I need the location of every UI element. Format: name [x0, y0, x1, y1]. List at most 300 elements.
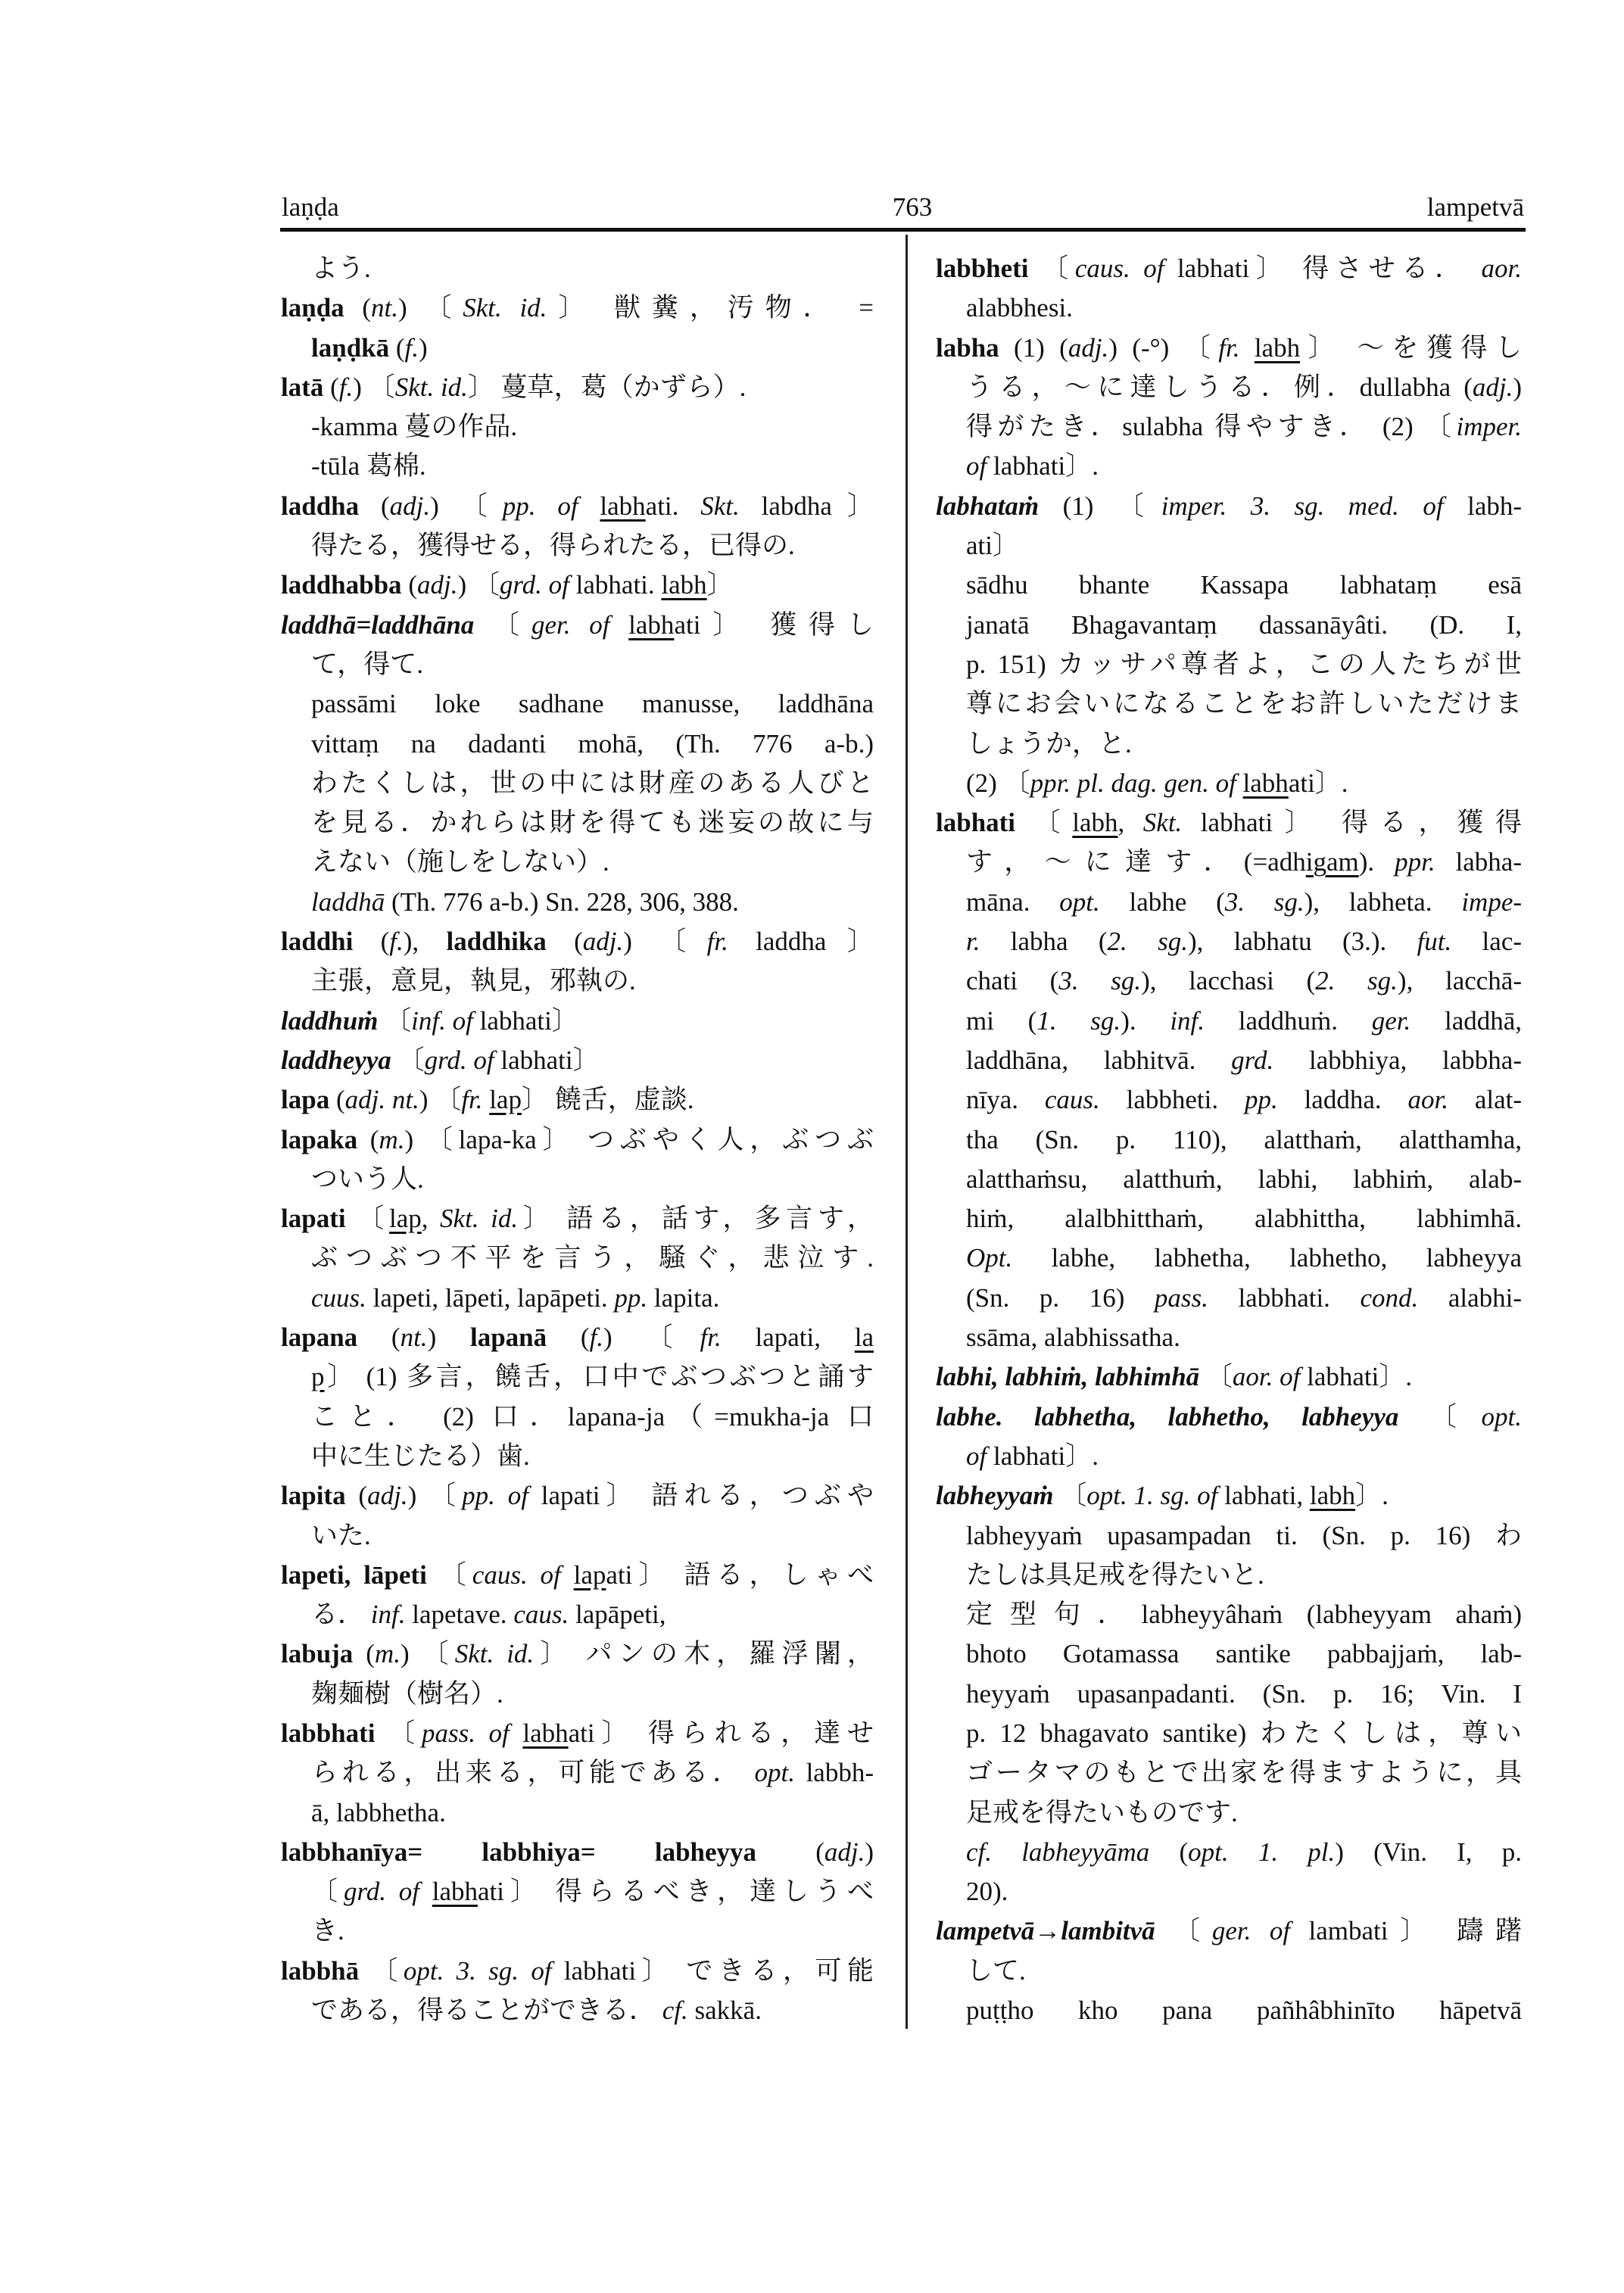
entry-text-line [281, 1793, 874, 1833]
headword: laddheyya [281, 1045, 391, 1075]
text-segment: māna. [966, 886, 1060, 917]
text-segment: (Sn. p. 16) [966, 1282, 1155, 1313]
entry-text-line [936, 1080, 1522, 1120]
text-segment: ) 〔lapa-ka〕 つぶやく人，ぶつぶ [404, 1124, 874, 1154]
entry-headword-line [936, 487, 1522, 526]
headword: laddhuṁ [281, 1005, 379, 1036]
dictionary-entry [936, 1476, 1522, 1911]
text-segment: ) 〔 [419, 1085, 462, 1115]
entry-headword-line [281, 1634, 874, 1674]
text-segment: 〕 饒舌，虚談. [521, 1085, 694, 1115]
text-segment: ) 〔 [353, 372, 395, 402]
entry-text-line [936, 724, 1522, 764]
text-segment: ) [427, 1323, 470, 1353]
text-segment: Skt. id. [394, 372, 468, 402]
text-segment: grd. of [424, 1045, 501, 1075]
entry-headword-line [281, 606, 874, 645]
text-segment: ati〕. [1288, 768, 1348, 798]
text-segment: 〕. [1355, 1481, 1389, 1511]
entry-text-line [281, 1160, 874, 1199]
text-segment: (Th. 776 a-b.) Sn. 228, 306, 388. [385, 886, 739, 917]
entry-text-line [281, 329, 874, 368]
entry-text-line [281, 1675, 874, 1714]
text-segment: chati ( [966, 966, 1059, 996]
text-segment: adj. [416, 570, 458, 600]
left-column [281, 249, 874, 2030]
text-segment: labhe ( [1099, 886, 1225, 917]
dictionary-entry [281, 1634, 874, 1714]
text-segment: 〕 獣糞，汚物． = [547, 293, 874, 323]
entry-text-line [281, 1991, 874, 2030]
text-segment: labh [1072, 808, 1118, 838]
text-segment: labhati〕 得させる． [1177, 254, 1482, 283]
entry-text-line [281, 1238, 874, 1278]
text-segment: ) 〔 [430, 491, 503, 521]
text-segment: inf. [1170, 1005, 1205, 1036]
headword: labhe. labhetha, labhetho, labheyya [936, 1401, 1399, 1432]
headword: labhi, labhiṁ, labhimhā [936, 1362, 1200, 1392]
text-segment: ppr. pl. dag. gen. of [1030, 768, 1243, 798]
text-segment: labh [628, 609, 675, 640]
text-segment: lapita. [647, 1282, 720, 1313]
entry-text-line [936, 1120, 1522, 1160]
headword: labha [936, 332, 999, 363]
dictionary-entry [281, 1199, 874, 1318]
text-segment: r. [966, 927, 980, 957]
text-segment: 20). [966, 1877, 1008, 1907]
text-segment: alabhi- [1418, 1282, 1522, 1313]
text-segment: 定型句．labheyyâhaṁ (labheyyam ahaṁ) [966, 1600, 1522, 1630]
entry-text-line [936, 961, 1522, 1001]
dictionary-entry [281, 1080, 874, 1120]
text-segment: laddhāna, labhitvā. [966, 1045, 1232, 1075]
headword: labbheti [936, 254, 1029, 283]
entry-text-line [936, 684, 1522, 724]
text-segment: labhati〕 得る，獲得 [1182, 808, 1522, 838]
text-segment: ā, labbhetha. [311, 1797, 446, 1827]
text-segment: 2. sg. [1107, 927, 1188, 957]
text-segment: labhati〕. [1307, 1362, 1413, 1392]
text-segment: -tūla 葛棉. [311, 451, 426, 481]
text-segment: labh- [1467, 491, 1523, 521]
entry-text-line [281, 1872, 874, 1911]
dictionary-entry [936, 1357, 1522, 1397]
text-segment: わたくしは，世の中には財産のある人びと [311, 768, 874, 798]
headword: labbhanīya= labbhiya= labheyya [281, 1837, 757, 1867]
entry-text-line [936, 1753, 1522, 1793]
headword: lapeti, lāpeti [281, 1559, 427, 1590]
entry-headword-line [281, 1120, 874, 1160]
text-segment: laddhuṁ. [1205, 1005, 1372, 1036]
entry-text-line [936, 1160, 1522, 1199]
text-segment: ppr. [1395, 847, 1435, 877]
headword: labhati [936, 808, 1016, 838]
entry-text-line [281, 883, 874, 922]
headword: labheyyaṁ [936, 1481, 1054, 1511]
text-segment: ), [403, 927, 447, 957]
text-segment: f. [589, 1323, 604, 1353]
text-segment: mi ( [966, 1005, 1037, 1036]
text-segment: ( [401, 570, 417, 600]
text-segment: 主張，意見，執見，邪執の. [311, 966, 636, 996]
headword: laṇḍa [281, 293, 344, 323]
entry-text-line [936, 1991, 1522, 2030]
entry-text-line [936, 1041, 1522, 1080]
header-guide-word-right: lampetvā [1426, 192, 1524, 222]
text-segment: fr. [706, 927, 728, 957]
entry-text-line [936, 1437, 1522, 1476]
text-segment: ) [419, 332, 428, 363]
text-segment: ( [353, 1639, 375, 1669]
text-segment: hiṁ, alalbhitthaṁ, alabhittha, labhimhā. [966, 1204, 1522, 1234]
dictionary-entry [936, 329, 1522, 487]
text-segment: labhati〕 できる，可能 [563, 1955, 874, 1986]
headword: lapa [281, 1085, 330, 1115]
text-segment: adj. [1068, 332, 1109, 363]
text-segment: inf. of [411, 1005, 480, 1036]
text-segment: 〕 ～を獲得し [1300, 332, 1523, 363]
text-segment: ) 〔 [397, 293, 463, 323]
text-segment: 〕 蔓草，葛（かずら）. [467, 372, 747, 402]
text-segment: f. [338, 372, 354, 402]
text-segment: 1. sg. [1036, 1005, 1121, 1036]
text-segment: caus. [513, 1600, 569, 1630]
entry-text-line [936, 407, 1522, 447]
text-segment: heyyaṁ upasanpadanti. (Sn. p. 16; Vin. I [966, 1678, 1522, 1709]
headword: labuja [281, 1639, 354, 1669]
dictionary-entry [281, 288, 874, 368]
page-number: 763 [892, 192, 933, 222]
entry-text-line [281, 961, 874, 1001]
entry-text-line [936, 645, 1522, 684]
text-segment: lapanā [469, 1323, 547, 1353]
text-segment: ( [353, 927, 390, 957]
text-segment: 3. sg. [1058, 966, 1142, 996]
entry-headword-line [281, 1714, 874, 1753]
text-segment: imper. [1456, 412, 1522, 442]
text-segment: m. [374, 1639, 401, 1669]
text-segment: 〔 [1199, 1362, 1233, 1392]
text-segment: m. [379, 1124, 405, 1154]
dictionary-entry [281, 1002, 874, 1041]
text-segment: aor. [1407, 1085, 1448, 1115]
text-segment: 得がたき．sulabha 得やすき． (2) 〔 [966, 412, 1457, 442]
entry-headword-line [281, 487, 874, 526]
entry-text-line [936, 1634, 1522, 1674]
text-segment: 〔 [474, 609, 531, 640]
entry-text-line [281, 843, 874, 882]
text-segment: grd. of [343, 1877, 432, 1907]
text-segment: lapati〕 語れる，つぶや [541, 1481, 874, 1511]
text-segment: 中に生じたる）歯. [311, 1441, 530, 1471]
text-segment: labbhati. [1208, 1282, 1361, 1313]
text-segment: 麹麺樹（樹名）. [311, 1678, 503, 1709]
text-segment: tha (Sn. p. 110), alatthaṁ, alatthamha, [966, 1124, 1522, 1154]
text-segment: labh [1242, 768, 1289, 798]
text-segment: lapeti, lāpeti, lapāpeti. [366, 1282, 615, 1313]
text-segment: ( [357, 1323, 401, 1353]
entry-headword-line [281, 1318, 874, 1357]
entry-text-line [936, 764, 1522, 803]
entry-text-line [281, 684, 874, 724]
text-segment: fr. [700, 1323, 722, 1353]
text-segment: igam [1305, 847, 1359, 877]
entry-text-line [281, 803, 874, 843]
entry-text-line [936, 1199, 1522, 1238]
text-segment: labbh- [795, 1758, 874, 1788]
dictionary-entry [281, 249, 874, 288]
text-segment: adj. [1472, 372, 1513, 402]
entry-text-line [281, 764, 874, 803]
text-segment: ati〕 語る，しゃべ [606, 1559, 874, 1590]
text-segment: ), lacchasi ( [1141, 966, 1316, 996]
entry-text-line [936, 565, 1522, 605]
text-segment: ati〕 [966, 531, 1019, 561]
entry-text-line [936, 1872, 1522, 1911]
entry-text-line [936, 883, 1522, 922]
text-segment: , [1117, 808, 1143, 838]
text-segment: nīya. [966, 1085, 1045, 1115]
entry-headword-line [281, 1002, 874, 1041]
text-segment: labh [1254, 332, 1301, 363]
text-segment: f. [404, 332, 419, 363]
text-segment: labhati. [575, 570, 662, 600]
text-segment: (1) ( [999, 332, 1068, 363]
text-segment: 〔 [1398, 1401, 1482, 1432]
text-segment: 〔 [391, 1045, 425, 1075]
text-segment: labh [600, 491, 646, 521]
text-segment: ssāma, alabhissatha. [966, 1323, 1180, 1353]
headword: laddhabba [281, 570, 402, 600]
dictionary-entry [281, 1833, 874, 1952]
text-segment: adj. [389, 491, 431, 521]
text-segment: lap [573, 1559, 606, 1590]
dictionary-entry [281, 1556, 874, 1635]
text-segment: adj. [582, 927, 624, 957]
text-segment: labhati〕. [993, 1441, 1099, 1471]
text-segment: 〔 [1155, 1916, 1212, 1946]
text-segment: , [421, 1204, 441, 1234]
text-segment: ( [546, 927, 583, 957]
entry-headword-line [936, 1911, 1522, 1951]
text-segment: opt. 3. sg. of [403, 1955, 564, 1986]
text-segment: ( [1149, 1837, 1189, 1867]
entry-headword-line [936, 1476, 1522, 1516]
dictionary-entry [281, 922, 874, 1002]
text-segment: ( [756, 1837, 824, 1867]
entry-text-line [936, 447, 1522, 486]
text-segment: of [966, 451, 993, 481]
text-segment: cf. labheyyāma [966, 1837, 1150, 1867]
entry-text-line [281, 526, 874, 565]
text-segment: labha- [1435, 847, 1522, 877]
text-segment: を見る．かれらは財を得ても迷妄の故に与 [311, 808, 874, 838]
text-segment: cuus. [311, 1282, 366, 1313]
headword: laddha [281, 491, 360, 521]
dictionary-entry [936, 1911, 1522, 2030]
text-segment: fut. [1417, 927, 1452, 957]
text-segment: 〕 [706, 570, 734, 600]
text-segment: Skt. [1142, 808, 1183, 838]
entry-headword-line [281, 1080, 874, 1120]
entry-text-line [281, 724, 874, 764]
text-segment: ( [323, 372, 339, 402]
text-segment: (2) 〔 [966, 768, 1030, 798]
text-segment: られる，出来る，可能である． [311, 1758, 755, 1788]
text-segment: 〔 [375, 1718, 422, 1748]
headword: lapana [281, 1323, 358, 1353]
text-segment: 〕 パンの木，羅浮闍， [534, 1639, 874, 1669]
text-segment: opt. [754, 1758, 796, 1788]
text-segment: ( [359, 491, 390, 521]
text-segment: 尊にお会いになることをお許しいただけま [966, 689, 1522, 719]
text-segment: nt. [371, 293, 398, 323]
text-segment: Skt. id. [463, 293, 547, 323]
text-segment: laddha. [1277, 1085, 1408, 1115]
entry-headword-line [281, 565, 874, 605]
text-segment: ati. [645, 491, 701, 521]
text-segment: ati〕 得らるべき，達しうべ [478, 1877, 874, 1907]
entry-text-line [936, 606, 1522, 645]
text-segment: pp. [1244, 1085, 1278, 1115]
text-segment: imper. 3. sg. med. of [1161, 491, 1468, 521]
text-segment: ) 〔 [457, 570, 500, 600]
text-segment: 〔 [378, 1005, 412, 1036]
dictionary-entry [281, 1714, 874, 1833]
right-column [936, 249, 1522, 2030]
text-segment: grd. [1231, 1045, 1274, 1075]
text-segment: しょうか，と. [966, 728, 1132, 759]
dictionary-entry [281, 1041, 874, 1080]
entry-text-line [936, 843, 1522, 882]
dictionary-entry [281, 1476, 874, 1556]
text-segment: lap [489, 1085, 522, 1115]
entry-headword-line [281, 1833, 874, 1872]
text-segment: Skt. id. [454, 1639, 535, 1669]
text-segment: して. [966, 1955, 1026, 1986]
text-segment: pass. [1154, 1282, 1208, 1313]
text-segment: ついう人. [311, 1164, 424, 1194]
text-segment: ぶつぶつ不平を言う，騒ぐ，悲泣す. [311, 1243, 874, 1273]
column-divider [906, 235, 908, 2029]
text-segment: て，得て. [311, 649, 424, 679]
text-segment: 〔 [359, 1955, 404, 1986]
text-segment: ) [1513, 372, 1522, 402]
text-segment: fr. [1218, 332, 1255, 363]
entry-headword-line [936, 329, 1522, 368]
text-segment: ( [344, 293, 371, 323]
text-segment: labheyyaṁ upasampadan ti. (Sn. p. 16) わ [966, 1520, 1522, 1550]
entry-text-line [936, 1002, 1522, 1041]
text-segment: labbhiya, labbha- [1273, 1045, 1522, 1075]
text-segment: laddhika [446, 927, 547, 957]
text-segment: caus. of [472, 1559, 574, 1590]
entry-text-line [936, 1595, 1522, 1634]
dictionary-entry [281, 565, 874, 605]
text-segment: aor. [1481, 254, 1522, 283]
text-segment: laddha〕 [728, 927, 874, 957]
text-segment: labdha〕 [739, 491, 874, 521]
text-segment: ati〕 得られる，達せ [568, 1718, 874, 1748]
text-segment: aor. of [1232, 1362, 1308, 1392]
entry-text-line [281, 249, 874, 288]
text-segment: ), lacchā- [1397, 966, 1522, 996]
text-segment: labh [1309, 1481, 1356, 1511]
text-segment: labhe, labhetha, labhetho, labheyya [1012, 1243, 1522, 1273]
entry-headword-line [281, 1952, 874, 1991]
headword: labbhā [281, 1955, 360, 1986]
text-segment: laddhā [311, 886, 385, 917]
text-segment: ( [345, 1481, 368, 1511]
dictionary-entry [936, 1397, 1522, 1477]
text-segment: えない（施しをしない）. [311, 847, 609, 877]
text-segment: labh [661, 570, 707, 600]
text-segment: 〔 [1053, 1481, 1087, 1511]
entry-text-line [936, 1833, 1522, 1872]
text-segment: la [854, 1323, 874, 1353]
text-segment: of [966, 1441, 993, 1471]
text-segment: き. [311, 1916, 344, 1946]
text-segment: alabbhesi. [966, 293, 1073, 323]
text-segment: 〕 (1) 多言，饒舌，口中でぶつぶつと誦す [324, 1362, 874, 1392]
text-segment: nt. [400, 1323, 428, 1353]
text-segment: lapati, [721, 1323, 855, 1353]
text-segment: 足戒を得たいものです. [966, 1797, 1238, 1827]
entry-headword-line [936, 249, 1522, 288]
text-segment: 3. sg. [1224, 886, 1304, 917]
dictionary-entry [281, 1120, 874, 1200]
text-segment: janatā Bhagavantaṃ dassanāyâti. (D. I, [966, 609, 1522, 640]
headword: lapaka [281, 1124, 358, 1154]
entry-text-line [281, 407, 874, 447]
text-segment: pp. of [502, 491, 600, 521]
entry-headword-line [281, 1199, 874, 1238]
text-segment: ) 〔 [603, 1323, 700, 1353]
text-segment: opt. [1059, 886, 1100, 917]
entry-headword-line [936, 1397, 1522, 1437]
text-segment: labh [432, 1877, 478, 1907]
header-guide-word-left: laṇḍa [282, 192, 339, 222]
headword: laddhā=laddhāna [281, 609, 475, 640]
text-segment: alat- [1448, 1085, 1522, 1115]
text-segment: 〔 [311, 1877, 344, 1907]
text-segment: lapāpeti, [569, 1600, 666, 1630]
text-segment: 〔 [1028, 254, 1075, 283]
headword: labhataṁ [936, 491, 1040, 521]
text-segment: cf. [662, 1995, 688, 2026]
text-segment: lapetave. [405, 1600, 514, 1630]
entry-text-line [281, 1516, 874, 1556]
entry-text-line [281, 1753, 874, 1793]
text-segment: impe- [1461, 886, 1523, 917]
text-segment: うる，～に達しうる．例．dullabha ( [966, 372, 1473, 402]
text-segment: labhati〕 [500, 1045, 600, 1075]
dictionary-entry [281, 606, 874, 922]
text-segment: ) 〔 [623, 927, 707, 957]
text-segment: ger. of [531, 609, 629, 640]
text-segment: labha ( [980, 927, 1108, 957]
entry-headword-line [281, 1041, 874, 1080]
text-segment: p [311, 1362, 325, 1392]
dictionary-entry [936, 487, 1522, 803]
entry-headword-line [281, 922, 874, 961]
text-segment: ati〕 獲得し [674, 609, 874, 640]
entry-headword-line [281, 1556, 874, 1595]
entry-text-line [281, 645, 874, 684]
text-segment: laṇḍkā [311, 332, 390, 363]
text-segment: る． [311, 1600, 371, 1630]
text-segment: pp. of [462, 1481, 541, 1511]
